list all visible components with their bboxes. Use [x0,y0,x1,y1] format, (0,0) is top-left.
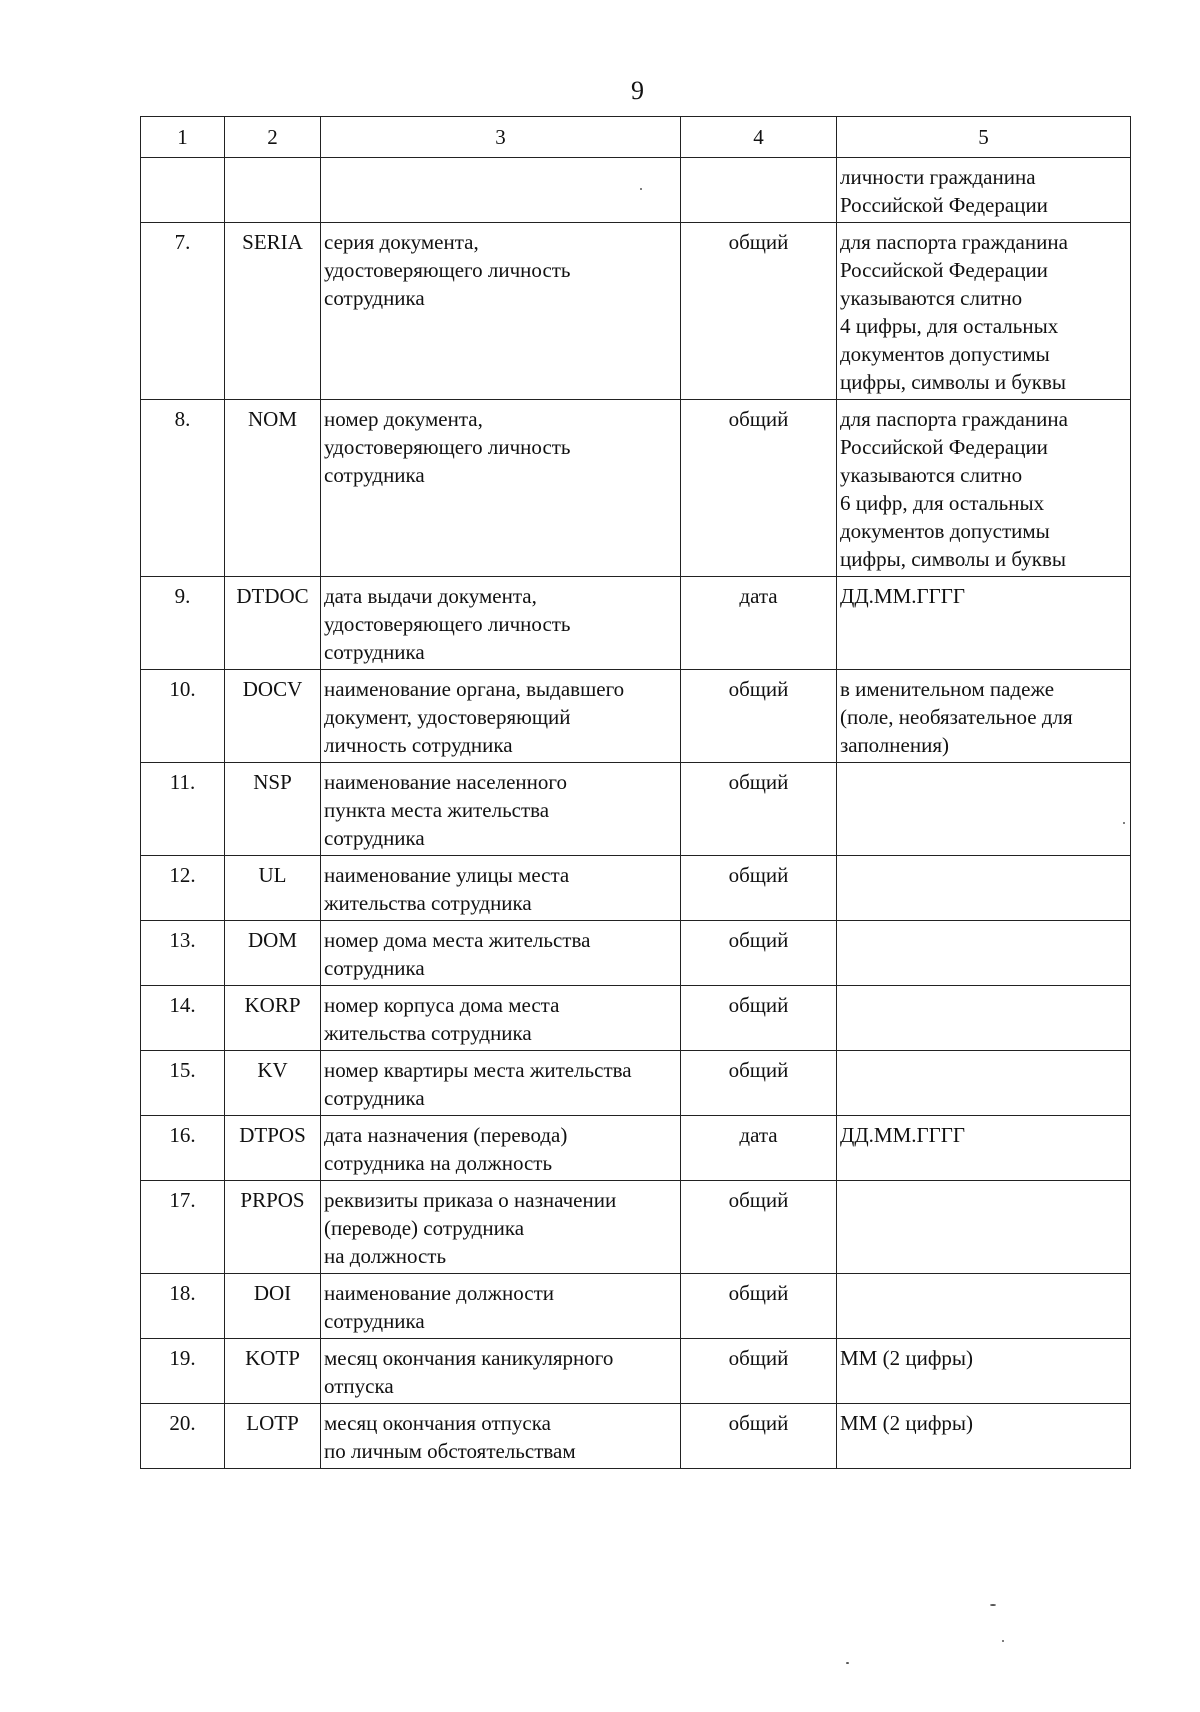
field-description-cell [321,1339,681,1404]
table-row [141,1404,1131,1469]
table-row [141,1274,1131,1339]
description-line: сотрудника [324,463,425,487]
field-type-cell: общий [681,763,837,856]
table-row [141,670,1131,763]
note-line: ДД.ММ.ГГГГ [840,584,966,608]
field-type-cell: общий [681,1404,837,1469]
row-number-cell: 16. [141,1116,225,1181]
field-description-cell [321,1051,681,1116]
description-line: сотрудника [324,1309,425,1333]
table-row [141,158,1131,223]
note-line: (поле, необязательное для [840,705,1073,729]
note-line: Российской Федерации [840,258,1048,282]
field-note-cell [837,1404,1131,1469]
table-row [141,763,1131,856]
description-line: месяц окончания отпуска [324,1411,551,1435]
note-line: заполнения) [840,733,949,757]
field-description-cell [321,577,681,670]
description-line: дата назначения (перевода) [324,1123,568,1147]
header-cell-4: 4 [681,117,837,158]
field-description-cell [321,223,681,400]
description-line: по личным обстоятельствам [324,1439,576,1463]
field-type-cell: общий [681,986,837,1051]
field-description-cell [321,856,681,921]
note-line: Российской Федерации [840,193,1048,217]
note-line: цифры, символы и буквы [840,547,1066,571]
table-row [141,1051,1131,1116]
description-line: серия документа, [324,230,479,254]
row-number-cell: 12. [141,856,225,921]
table-row [141,921,1131,986]
field-note-cell [837,921,1131,986]
field-note-cell [837,1274,1131,1339]
description-line: номер квартиры места жительства [324,1058,632,1082]
field-note-cell [837,1181,1131,1274]
field-description-cell [321,986,681,1051]
description-line: наименование улицы места [324,863,570,887]
field-code-cell: NOM [225,400,321,577]
description-line: (переводе) сотрудника [324,1216,525,1240]
description-line: сотрудника [324,286,425,310]
field-note-cell [837,400,1131,577]
header-cell-5: 5 [837,117,1131,158]
row-number-cell: 13. [141,921,225,986]
description-line: сотрудника [324,1086,425,1110]
description-line: наименование органа, выдавшего [324,677,625,701]
table-row [141,856,1131,921]
row-number-cell [141,158,225,223]
field-type-cell [681,158,837,223]
description-line: сотрудника [324,956,425,980]
note-line: в именительном падеже [840,677,1055,701]
field-code-cell: DTPOS [225,1116,321,1181]
table-row [141,1339,1131,1404]
row-number-cell: 10. [141,670,225,763]
note-line: ДД.ММ.ГГГГ [840,1123,966,1147]
field-type-cell: общий [681,1181,837,1274]
row-number-cell: 15. [141,1051,225,1116]
row-number-cell: 11. [141,763,225,856]
table-row [141,577,1131,670]
field-description-cell [321,158,681,223]
page-number: 9 [631,76,644,105]
description-line: на должность [324,1244,447,1268]
field-note-cell [837,158,1131,223]
field-code-cell: LOTP [225,1404,321,1469]
note-line: документов допустимы [840,342,1050,366]
field-note-cell [837,670,1131,763]
field-note-cell [837,856,1131,921]
row-number-cell: 17. [141,1181,225,1274]
table-row [141,1116,1131,1181]
field-type-cell: общий [681,921,837,986]
header-cell-2: 2 [225,117,321,158]
description-line: сотрудника [324,826,425,850]
note-line: указываются слитно [840,463,1023,487]
row-number-cell: 8. [141,400,225,577]
field-note-cell [837,763,1131,856]
field-description-cell [321,1116,681,1181]
description-line: жительства сотрудника [324,1021,532,1045]
field-description-cell [321,1181,681,1274]
scan-speck [990,1604,996,1606]
description-line: личность сотрудника [324,733,513,757]
note-line: документов допустимы [840,519,1050,543]
description-line: отпуска [324,1374,394,1398]
field-description-cell [321,921,681,986]
header-cell-3: 3 [321,117,681,158]
field-code-cell: UL [225,856,321,921]
field-type-cell: дата [681,1116,837,1181]
description-line: пункта места жительства [324,798,550,822]
description-line: наименование населенного [324,770,567,794]
table-row [141,223,1131,400]
description-line: жительства сотрудника [324,891,532,915]
description-line: номер дома места жительства [324,928,591,952]
note-line: Российской Федерации [840,435,1048,459]
field-type-cell: общий [681,223,837,400]
field-type-cell: общий [681,1339,837,1404]
field-code-cell: PRPOS [225,1181,321,1274]
field-type-cell: общий [681,670,837,763]
scan-speck [640,188,642,190]
field-type-cell: дата [681,577,837,670]
description-line: удостоверяющего личность [324,258,571,282]
scan-speck [1002,1640,1004,1642]
description-line: документ, удостоверяющий [324,705,571,729]
field-description-cell [321,763,681,856]
row-number-cell: 20. [141,1404,225,1469]
row-number-cell: 18. [141,1274,225,1339]
table-row [141,1181,1131,1274]
field-description-cell [321,1274,681,1339]
field-code-cell: KORP [225,986,321,1051]
description-line: удостоверяющего личность [324,435,571,459]
description-line: номер корпуса дома места [324,993,560,1017]
note-line: для паспорта гражданина [840,407,1068,431]
row-number-cell: 14. [141,986,225,1051]
description-line: сотрудника на должность [324,1151,553,1175]
field-code-cell: DOI [225,1274,321,1339]
description-line: реквизиты приказа о назначении [324,1188,617,1212]
field-note-cell [837,986,1131,1051]
description-line: дата выдачи документа, [324,584,537,608]
field-note-cell [837,1116,1131,1181]
row-number-cell: 19. [141,1339,225,1404]
field-note-cell [837,223,1131,400]
field-code-cell: DTDOC [225,577,321,670]
field-description-cell [321,1404,681,1469]
note-line: указываются слитно [840,286,1023,310]
field-description-cell [321,400,681,577]
field-code-cell [225,158,321,223]
header-cell-1: 1 [141,117,225,158]
description-line: номер документа, [324,407,483,431]
field-code-cell: KOTP [225,1339,321,1404]
field-type-cell: общий [681,856,837,921]
field-note-cell [837,577,1131,670]
field-code-cell: SERIA [225,223,321,400]
field-note-cell [837,1339,1131,1404]
field-type-cell: общий [681,1051,837,1116]
fields-table [140,116,1131,1469]
row-number-cell: 7. [141,223,225,400]
field-description-cell [321,670,681,763]
description-line: наименование должности [324,1281,555,1305]
field-code-cell: KV [225,1051,321,1116]
field-code-cell: DOCV [225,670,321,763]
scan-speck [846,1662,849,1664]
note-line: личности гражданина [840,165,1036,189]
description-line: удостоверяющего личность [324,612,571,636]
note-line: 4 цифры, для остальных [840,314,1059,338]
table-row [141,986,1131,1051]
field-type-cell: общий [681,400,837,577]
note-line: ММ (2 цифры) [840,1411,974,1435]
table-body [141,117,1131,1469]
note-line: цифры, символы и буквы [840,370,1066,394]
field-code-cell: DOM [225,921,321,986]
field-type-cell: общий [681,1274,837,1339]
table-row [141,400,1131,577]
note-line: 6 цифр, для остальных [840,491,1045,515]
note-line: для паспорта гражданина [840,230,1068,254]
row-number-cell: 9. [141,577,225,670]
description-line: месяц окончания каникулярного [324,1346,614,1370]
scan-speck [1123,822,1125,824]
table-header-row [141,117,1131,158]
field-code-cell: NSP [225,763,321,856]
note-line: ММ (2 цифры) [840,1346,974,1370]
field-note-cell [837,1051,1131,1116]
description-line: сотрудника [324,640,425,664]
